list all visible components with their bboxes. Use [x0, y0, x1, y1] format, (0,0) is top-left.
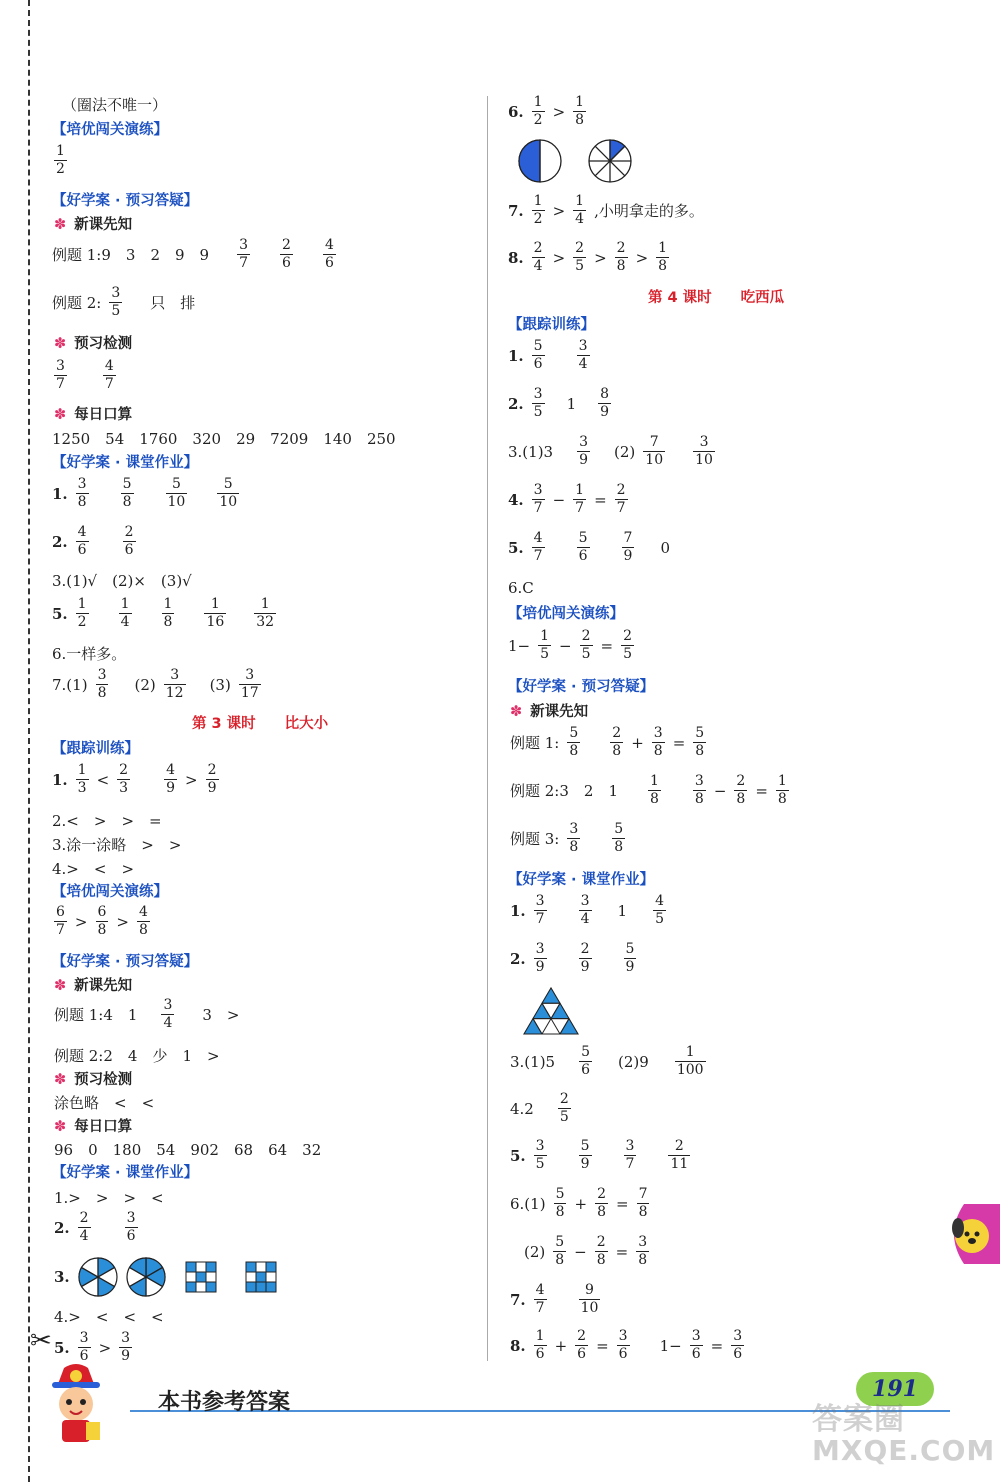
- flower-icon: ✽: [54, 978, 67, 994]
- example-2-answer: 例题 2: $\frac{3}{5}$ 只 排: [52, 285, 196, 319]
- section-heading: 【培优闯关演练】: [52, 122, 168, 138]
- answer-q7: 7. $\frac{1}{2}$ > $\frac{1}{4}$ ,小明拿走的多。: [508, 193, 704, 227]
- homework-q5: 5. $\frac{3}{5}$ $\frac{5}{9}$ $\frac{3}{7}$ $\frac{2}{11}$: [510, 1138, 689, 1172]
- flower-icon: ✽: [54, 407, 67, 423]
- homework-q1: 1. $\frac{3}{7}$ $\frac{3}{4}$ 1 $\frac{4}{5}$: [510, 893, 664, 927]
- tracking-q4: 4. $\frac{3}{7}$ − $\frac{1}{7}$ = $\frac{2}{7}$: [508, 482, 626, 516]
- subsection-heading: ✽ 预习检测: [54, 336, 133, 352]
- subsection-heading: ✽ 预习检测: [54, 1072, 133, 1088]
- section-heading: 【好学案 · 课堂作业】: [508, 872, 655, 888]
- section-heading: 【跟踪训练】: [508, 317, 595, 333]
- homework-q2: 2. $\frac{2}{4}$ $\frac{3}{6}$: [54, 1210, 136, 1244]
- preview-answer: 涂色略 < <: [54, 1094, 155, 1112]
- homework-q2: 2. $\frac{3}{9}$ $\frac{2}{9}$ $\frac{5}{9}$: [510, 941, 635, 975]
- example-1-answer: 例题 1:9 3 2 9 9 $\frac{3}{7}$ $\frac{2}{6}$ $\frac{4}{6}$: [52, 237, 334, 271]
- homework-q1: 1. $\frac{3}{8}$ $\frac{5}{8}$ $\frac{5}{10}$ $\frac{5}{10}$: [52, 476, 238, 510]
- subsection-heading: ✽ 新课先知: [54, 978, 133, 994]
- calc-answers: 1250 54 1760 320 29 7209 140 250: [52, 430, 396, 448]
- homework-q5: 5. $\frac{1}{2}$ $\frac{1}{4}$ $\frac{1}{8}$ $\frac{1}{16}$ $\frac{1}{32}$: [52, 596, 275, 630]
- answer-q8: 8. $\frac{2}{4}$ > $\frac{2}{5}$ > $\frac{2}{8}$ > $\frac{1}{8}$: [508, 240, 668, 274]
- watermark-logo: 答案圈 MXQE.COM: [812, 1402, 996, 1467]
- preview-answer: $\frac{3}{7}$ $\frac{4}{7}$: [56, 358, 114, 392]
- flower-icon: ✽: [54, 217, 67, 233]
- homework-q6-1: 6.(1) $\frac{5}{8}$ + $\frac{2}{8}$ = $\frac{7}{8}$: [510, 1186, 648, 1220]
- section-heading: 【好学案 · 课堂作业】: [52, 1165, 199, 1181]
- section-heading: 【好学案 · 课堂作业】: [52, 455, 199, 471]
- subsection-heading: ✽ 每日口算: [54, 1119, 133, 1135]
- shaded-figures-icon: [76, 1256, 306, 1298]
- calc-answers: 96 0 180 54 902 68 64 32: [54, 1141, 322, 1159]
- tracking-q1: 1. $\frac{1}{3}$ < $\frac{2}{3}$ $\frac{4}{9}$ > $\frac{2}{9}$: [52, 762, 217, 796]
- section-heading: 【好学案 · 预习答疑】: [508, 679, 655, 695]
- flower-icon: ✽: [54, 1119, 67, 1135]
- tracking-q2: 2. $\frac{3}{5}$ 1 $\frac{8}{9}$: [508, 386, 610, 420]
- flower-icon: ✽: [54, 336, 67, 352]
- homework-q4: 4.> < < <: [54, 1308, 164, 1326]
- tracking-q3: 3.(1)3 $\frac{3}{9}$ (2) $\frac{7}{10}$ $\frac{3}{10}$: [508, 434, 713, 468]
- column-divider: [487, 96, 488, 1361]
- section-heading: 【培优闯关演练】: [508, 606, 624, 622]
- homework-q6-2: (2) $\frac{5}{8}$ − $\frac{2}{8}$ = $\frac{3}{8}$: [524, 1234, 648, 1268]
- homework-q8: 8. $\frac{1}{6}$ + $\frac{2}{6}$ = $\frac{3}{6}$ 1− $\frac{3}{6}$ = $\frac{3}{6}$: [510, 1328, 743, 1362]
- section-heading: 【培优闯关演练】: [52, 884, 168, 900]
- subsection-heading: ✽ 新课先知: [510, 704, 589, 720]
- answer-q6: 6. $\frac{1}{2}$ > $\frac{1}{8}$: [508, 94, 585, 128]
- page-number: 191: [856, 1372, 934, 1406]
- subsection-heading: ✽ 每日口算: [54, 407, 133, 423]
- homework-q3: 3.: [54, 1256, 306, 1298]
- homework-q6: 6.一样多。: [52, 645, 127, 663]
- example-2-answer: 例题 2:2 4 少 1 >: [54, 1047, 220, 1065]
- section-heading: 【好学案 · 预习答疑】: [52, 193, 199, 209]
- pie-figures-icon: [516, 137, 636, 189]
- note-text: （圈法不唯一）: [62, 96, 168, 114]
- example-2-answer: 例题 2:3 2 1 $\frac{1}{8}$ $\frac{3}{8}$ − $\frac{2}{8}$ = $\frac{1}{8}$: [510, 773, 787, 807]
- cut-line: [28, 0, 30, 1482]
- homework-q5: 5. $\frac{3}{6}$ > $\frac{3}{9}$: [54, 1330, 131, 1364]
- tracking-q2: 2.< > > =: [52, 812, 162, 830]
- subsection-heading: ✽ 新课先知: [54, 217, 133, 233]
- tracking-q4: 4.> < >: [52, 860, 135, 878]
- lesson-title: 第 4 课时 吃西瓜: [648, 290, 785, 306]
- tracking-q1: 1. $\frac{5}{6}$ $\frac{3}{4}$: [508, 338, 588, 372]
- homework-q4: 4.2 $\frac{2}{5}$: [510, 1091, 569, 1125]
- homework-q3: 3.(1)√ (2)× (3)√: [52, 572, 192, 590]
- footer-title: 本书参考答案: [158, 1390, 291, 1415]
- example-1-answer: 例题 1:4 1 $\frac{3}{4}$ 3 >: [54, 997, 240, 1031]
- tracking-q5: 5. $\frac{4}{7}$ $\frac{5}{6}$ $\frac{7}{9}$ 0: [508, 530, 670, 564]
- challenge-answer: 1− $\frac{1}{5}$ − $\frac{2}{5}$ = $\frac{2}{5}$: [508, 628, 633, 662]
- tracking-q3: 3.涂一涂略 > >: [52, 836, 182, 854]
- mascot-icon: [34, 1362, 118, 1446]
- lesson-title: 第 3 课时 比大小: [192, 716, 329, 732]
- example-3-answer: 例题 3: $\frac{3}{8}$ $\frac{5}{8}$: [510, 821, 624, 855]
- example-1-answer: 例题 1: $\frac{5}{8}$ $\frac{2}{8}$ + $\frac{3}{8}$ = $\frac{5}{8}$: [510, 725, 705, 759]
- triangle-figure-icon: [522, 986, 580, 1040]
- flower-icon: ✽: [510, 704, 523, 720]
- scissors-icon: ✂: [30, 1326, 52, 1356]
- challenge-answer: $\frac{6}{7}$ > $\frac{6}{8}$ > $\frac{4}{8}$: [56, 904, 148, 938]
- homework-q3: 3.(1)5 $\frac{5}{6}$ (2)9 $\frac{1}{100}$: [510, 1044, 704, 1078]
- tracking-q6: 6.C: [508, 579, 534, 597]
- flower-icon: ✽: [54, 1072, 67, 1088]
- section-heading: 【跟踪训练】: [52, 741, 139, 757]
- section-heading: 【好学案 · 预习答疑】: [52, 954, 199, 970]
- homework-q7: 7.(1) $\frac{3}{8}$ (2) $\frac{3}{12}$ (3) $\frac{3}{17}$: [52, 667, 259, 701]
- answer-fraction: $\frac{1}{2}$: [56, 143, 65, 177]
- homework-q1: 1.> > > <: [54, 1189, 164, 1207]
- homework-q2: 2. $\frac{4}{6}$ $\frac{2}{6}$: [52, 524, 134, 558]
- dog-mascot-icon: [944, 1204, 1000, 1264]
- homework-q7: 7. $\frac{4}{7}$ $\frac{9}{10}$: [510, 1282, 599, 1316]
